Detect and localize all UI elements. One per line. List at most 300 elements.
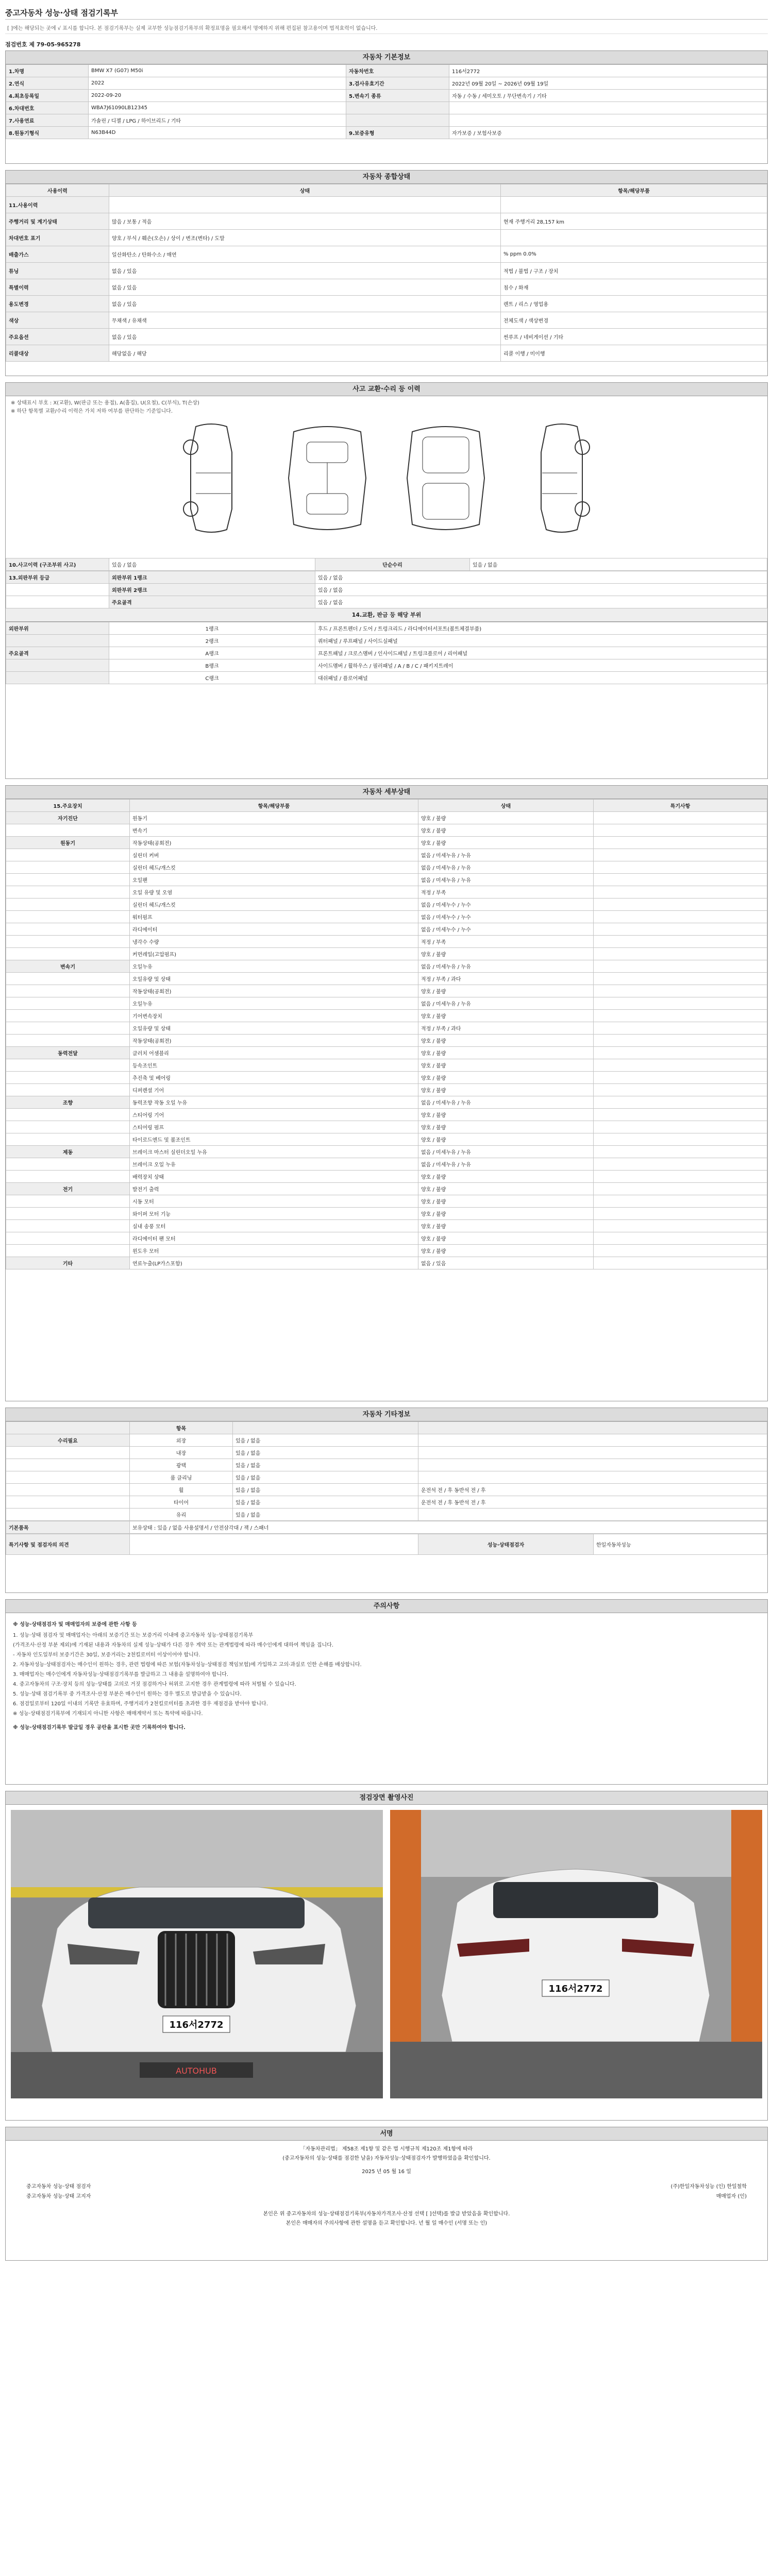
- detail-state: 양호 / 불량: [418, 837, 594, 849]
- overall-col-usage: 사용이력: [6, 184, 109, 197]
- detail-part: 원동기: [130, 812, 418, 824]
- part-group: 주요골격: [6, 647, 109, 659]
- detail-part: 오일누유: [130, 997, 418, 1010]
- detail-group: [6, 911, 130, 923]
- detail-state: 양호 / 불량: [418, 1171, 594, 1183]
- detail-note: [594, 948, 767, 960]
- car-left-side-diagram: [165, 421, 258, 535]
- detail-state: 양호 / 불량: [418, 985, 594, 997]
- inspector-sign-value: (주)한일자동차성능 (인) 한일철학: [670, 2184, 747, 2190]
- overall-part: [501, 230, 767, 246]
- basic-label: 4.최초등록일: [6, 90, 89, 102]
- basic-value-2: [449, 102, 767, 114]
- basic-label-2: 3.검사유효기간: [346, 77, 449, 90]
- caution-title: 주의사항: [6, 1600, 767, 1613]
- rear-plate-text: 116서2772: [548, 1984, 603, 1994]
- rank-label: 외판부위 2랭크: [109, 584, 315, 596]
- detail-state: 양호 / 불량: [418, 1109, 594, 1121]
- detail-state: 없음 / 미세누유 / 누유: [418, 1146, 594, 1158]
- detail-part: 배력장치 상태: [130, 1171, 418, 1183]
- detail-part: 기어변속장치: [130, 1010, 418, 1022]
- other-group: [6, 1459, 130, 1471]
- detail-part: 오일유량 및 상태: [130, 973, 418, 985]
- detail-part: 실린더 헤드/개스킷: [130, 899, 418, 911]
- other-state: 있음 / 없음: [233, 1509, 418, 1521]
- other-extra: [418, 1447, 767, 1459]
- part-list: 프론트패널 / 크로스멤버 / 인사이드패널 / 트렁크플로어 / 리어패널: [315, 647, 767, 659]
- detail-state: 양호 / 불량: [418, 1183, 594, 1195]
- detail-note: [594, 1010, 767, 1022]
- other-item: 룸 클리닝: [130, 1471, 233, 1484]
- overall-part: % ppm 0.0%: [501, 246, 767, 263]
- detail-group: [6, 899, 130, 911]
- detail-note: [594, 1084, 767, 1096]
- detail-group: [6, 948, 130, 960]
- basic-label: 7.사용연료: [6, 114, 89, 127]
- other-state: 있음 / 없음: [233, 1434, 418, 1447]
- overall-label: 튜닝: [6, 263, 109, 279]
- other-group: [6, 1496, 130, 1509]
- basic-label-2: [346, 114, 449, 127]
- overall-state: 없음 / 있음: [109, 296, 501, 312]
- part-rank: 2랭크: [109, 635, 315, 647]
- other-extra: [418, 1471, 767, 1484]
- signature-title: 서명: [6, 2127, 767, 2141]
- overall-label: 11.사용이력: [6, 197, 109, 213]
- detail-part: 라디에이터: [130, 923, 418, 936]
- detail-group: [6, 1084, 130, 1096]
- detail-part: 브레이크 마스터 실린더오일 누유: [130, 1146, 418, 1158]
- detail-part: 클러치 어셈블리: [130, 1047, 418, 1059]
- part-rank: B랭크: [109, 659, 315, 672]
- rank-value: 있음 / 없음: [315, 571, 767, 584]
- basic-value: N63B44D: [89, 127, 346, 139]
- basic-label-2: [346, 102, 449, 114]
- basic-label: 6.차대번호: [6, 102, 89, 114]
- basic-value: 2022-09-20: [89, 90, 346, 102]
- detail-state: 없음 / 있음: [418, 1257, 594, 1269]
- overall-label: 주요옵션: [6, 329, 109, 345]
- detail-col-state: 상태: [418, 800, 594, 812]
- damage-section: [5, 382, 768, 779]
- rear-photo: [390, 1810, 762, 2098]
- other-state: 있음 / 없음: [233, 1496, 418, 1509]
- rank-value: 있음 / 없음: [315, 584, 767, 596]
- detail-state: 없음 / 미세누유 / 누유: [418, 874, 594, 886]
- detail-note: [594, 874, 767, 886]
- document-number: 점검번호 제 79-05-965278: [5, 41, 81, 48]
- overall-part: 전체도색 / 색상변경: [501, 312, 767, 329]
- detail-state: 양호 / 불량: [418, 1195, 594, 1208]
- other-state: 있음 / 없음: [233, 1447, 418, 1459]
- detail-group: [6, 886, 130, 899]
- car-top-rear-diagram: [397, 421, 495, 535]
- overall-state: 양호 / 부식 / 훼손(오손) / 상이 / 변조(변타) / 도말: [109, 230, 501, 246]
- detail-state: 양호 / 불량: [418, 1208, 594, 1220]
- other-extra: 운전석 전 / 후 동반석 전 / 후: [418, 1484, 767, 1496]
- detail-part: 실린더 헤드/개스킷: [130, 861, 418, 874]
- detail-part: 변속기: [130, 824, 418, 837]
- other-item: 타이어: [130, 1496, 233, 1509]
- detail-group: [6, 936, 130, 948]
- detail-note: [594, 1208, 767, 1220]
- detail-state: 없음 / 미세누유 / 누유: [418, 1158, 594, 1171]
- detail-group: [6, 1010, 130, 1022]
- detail-part: 발전기 출력: [130, 1183, 418, 1195]
- other-group: 수리필요: [6, 1434, 130, 1447]
- caution-section: [5, 1599, 768, 1785]
- detail-part: 라디에이터 팬 모터: [130, 1232, 418, 1245]
- detail-state: 양호 / 불량: [418, 948, 594, 960]
- detail-note: [594, 812, 767, 824]
- detail-group: 자기진단: [6, 812, 130, 824]
- other-info-section: [5, 1408, 768, 1593]
- caution-line: 2. 자동차성능·상태점검자는 매수인이 원하는 경우, 관련 법령에 따른 보험(자동차성능·상태점검 책임보험)에 가입하고 고의·과실로 인한 손해를 배상합니다.: [13, 1662, 362, 1668]
- rank-empty: 13.외판부위 등급: [6, 571, 109, 584]
- photo-title: 점검장면 촬영사진: [6, 1791, 767, 1805]
- detail-note: [594, 1072, 767, 1084]
- overall-state: 많음 / 보통 / 적음: [109, 213, 501, 230]
- part-list: 대쉬패널 / 플로어패널: [315, 672, 767, 684]
- detail-group: [6, 1109, 130, 1121]
- detail-group: 제동: [6, 1146, 130, 1158]
- other-extra: [418, 1459, 767, 1471]
- detail-part: 연료누출(LP가스포함): [130, 1257, 418, 1269]
- overall-state: 무채색 / 유채색: [109, 312, 501, 329]
- part-rank: A랭크: [109, 647, 315, 659]
- detail-part: 오일누유: [130, 960, 418, 973]
- overall-state: 일산화탄소 / 탄화수소 / 매연: [109, 246, 501, 263]
- other-extra: [418, 1509, 767, 1521]
- other-group: [6, 1471, 130, 1484]
- detail-state: 양호 / 불량: [418, 1035, 594, 1047]
- detail-col-note: 특기사항: [594, 800, 767, 812]
- overall-label: 용도변경: [6, 296, 109, 312]
- front-photo: [11, 1810, 383, 2098]
- detail-state: 적정 / 부족 / 과다: [418, 1022, 594, 1035]
- overall-label: 차대번호 표기: [6, 230, 109, 246]
- detail-note: [594, 1257, 767, 1269]
- part-list: 쿼터패널 / 루프패널 / 사이드실패널: [315, 635, 767, 647]
- other-extra: [418, 1434, 767, 1447]
- detail-part: 커먼레일(고압펌프): [130, 948, 418, 960]
- overall-col-parts: 항목/해당부품: [501, 184, 767, 197]
- overall-part: 썬루프 / 네비게이션 / 기타: [501, 329, 767, 345]
- parts-title: 14.교환, 판금 등 해당 부위: [6, 608, 767, 622]
- car-diagram: [6, 419, 767, 537]
- detail-note: [594, 911, 767, 923]
- detail-state: 양호 / 불량: [418, 812, 594, 824]
- detail-state: 양호 / 불량: [418, 1232, 594, 1245]
- detail-group: 조향: [6, 1096, 130, 1109]
- part-list: 사이드멤버 / 휠하우스 / 필러패널 / A / B / C / 패키지트레이: [315, 659, 767, 672]
- simple-repair-value: 있음 / 없음: [470, 558, 767, 571]
- basic-value-2: [449, 114, 767, 127]
- detail-state: 양호 / 불량: [418, 1121, 594, 1133]
- detail-group: [6, 923, 130, 936]
- detail-part: 스티어링 기어: [130, 1109, 418, 1121]
- detail-title: 자동차 세부상태: [6, 786, 767, 799]
- detail-state: 적정 / 부족: [418, 936, 594, 948]
- rank-label: 외판부위 1랭크: [109, 571, 315, 584]
- other-item: 유리: [130, 1509, 233, 1521]
- detail-part: 오일유량 및 상태: [130, 1022, 418, 1035]
- front-brand-text: AUTOHUB: [176, 2066, 217, 2076]
- caution-line: 6. 점검일로부터 120일 이내의 기록만 유효하며, 주행거리가 2천킬로미터를 초과한 경우 재점검을 받아야 합니다.: [13, 1701, 268, 1707]
- overall-part: 렌트 / 리스 / 영업용: [501, 296, 767, 312]
- detail-note: [594, 1146, 767, 1158]
- overall-state: 없음 / 있음: [109, 279, 501, 296]
- car-right-side-diagram: [515, 421, 608, 535]
- detail-state: 적정 / 부족 / 과다: [418, 973, 594, 985]
- part-group: [6, 659, 109, 672]
- overall-col-state: 상태: [109, 184, 501, 197]
- detail-note: [594, 1232, 767, 1245]
- overall-state-title: 자동차 종합상태: [6, 171, 767, 184]
- detail-part: 작동상태(공회전): [130, 837, 418, 849]
- inspector-label: 성능·상태점검자: [418, 1534, 594, 1555]
- detail-note: [594, 1022, 767, 1035]
- part-rank: 1랭크: [109, 622, 315, 635]
- detail-group: [6, 1022, 130, 1035]
- detail-part: 타이로드엔드 및 볼조인트: [130, 1133, 418, 1146]
- detail-note: [594, 1171, 767, 1183]
- signature-line-1: 「자동차관리법」 제58조 제1항 및 같은 법 시행규칙 제120조 제1항에 따라: [300, 2146, 473, 2152]
- part-group: 외판부위: [6, 622, 109, 635]
- basic-label: 8.원동기형식: [6, 127, 89, 139]
- other-group: [6, 1509, 130, 1521]
- detail-section: [5, 785, 768, 1401]
- basic-label-2: 5.변속기 종류: [346, 90, 449, 102]
- detail-state: 없음 / 미세누유 / 누유: [418, 997, 594, 1010]
- other-col-extra: [418, 1422, 767, 1434]
- detail-group: [6, 1220, 130, 1232]
- photo-section: [5, 1791, 768, 2121]
- detail-group: [6, 997, 130, 1010]
- notice-text: [ ]에는 해당되는 곳에 √ 표시를 합니다. 본 점검기록부는 실제 교부한 성능점검기록부의 확정표명을 필요해서 명예하지 위해 편집된 참고용이며 법적효력이 없습니다.: [5, 22, 768, 34]
- front-plate-text: 116서2772: [169, 2020, 224, 2030]
- caution-line: 3. 매매업자는 매수인에게 자동차성능·상태점검기록부를 발급하고 그 내용을 설명하여야 합니다.: [13, 1672, 229, 1677]
- overall-state: 없음 / 있음: [109, 263, 501, 279]
- inspector-sign-label: 중고자동차 성능·상태 점검자: [26, 2184, 91, 2190]
- detail-group: [6, 1059, 130, 1072]
- detail-group: [6, 1121, 130, 1133]
- detail-note: [594, 960, 767, 973]
- detail-group: 기타: [6, 1257, 130, 1269]
- part-list: 후드 / 프론트펜더 / 도어 / 트렁크리드 / 라디에이터서포트(볼트체결부품): [315, 622, 767, 635]
- detail-part: 작동상태(공회전): [130, 985, 418, 997]
- detail-part: 냉각수 수량: [130, 936, 418, 948]
- detail-part: 추진축 및 베어링: [130, 1072, 418, 1084]
- detail-part: 윈도우 모터: [130, 1245, 418, 1257]
- other-group: [6, 1484, 130, 1496]
- detail-group: [6, 1072, 130, 1084]
- overall-state-section: [5, 170, 768, 376]
- detail-note: [594, 899, 767, 911]
- simple-repair-label: 단순수리: [315, 558, 470, 571]
- detail-state: 양호 / 불량: [418, 1010, 594, 1022]
- other-item: 휠: [130, 1484, 233, 1496]
- basic-info-title: 자동차 기본정보: [6, 51, 767, 64]
- detail-group: 원동기: [6, 837, 130, 849]
- caution-line: 4. 중고자동차의 구조·장치 등의 성능·상태를 고의로 거짓 점검하거나 허위로 고지한 경우 관계법령에 따라 처벌될 수 있습니다.: [13, 1682, 296, 1687]
- detail-group: [6, 985, 130, 997]
- detail-col-device: 15.주요장치: [6, 800, 130, 812]
- overall-label: 배출가스: [6, 246, 109, 263]
- basic-value: WBA7J61090LB12345: [89, 102, 346, 114]
- detail-part: 스티어링 펌프: [130, 1121, 418, 1133]
- detail-note: [594, 1195, 767, 1208]
- detail-state: 적정 / 부족: [418, 886, 594, 899]
- detail-group: [6, 849, 130, 861]
- detail-state: 없음 / 미세누유 / 누유: [418, 861, 594, 874]
- detail-group: 전기: [6, 1183, 130, 1195]
- detail-group: 동력전달: [6, 1047, 130, 1059]
- rank-label: 주요골격: [109, 596, 315, 608]
- overall-state: 해당없음 / 해당: [109, 345, 501, 362]
- signature-date: 2025 년 05 월 16 일: [362, 2169, 411, 2175]
- detail-note: [594, 1158, 767, 1171]
- overall-label: 색상: [6, 312, 109, 329]
- car-top-front-diagram: [278, 421, 376, 535]
- detail-state: 없음 / 미세누수 / 누수: [418, 899, 594, 911]
- detail-state: 없음 / 미세누유 / 누유: [418, 1096, 594, 1109]
- overall-state: 없음 / 있음: [109, 329, 501, 345]
- detail-note: [594, 824, 767, 837]
- other-group: [6, 1447, 130, 1459]
- basic-value-2: 자동 / 수동 / 세미오토 / 무단변속기 / 기타: [449, 90, 767, 102]
- overall-part: 적법 / 불법 / 구조 / 장치: [501, 263, 767, 279]
- overall-part: 현재 주행거리 28,157 km: [501, 213, 767, 230]
- part-rank: C랭크: [109, 672, 315, 684]
- basic-label: 1.차명: [6, 65, 89, 77]
- detail-part: 등속조인트: [130, 1059, 418, 1072]
- other-col-state: [233, 1422, 418, 1434]
- detail-note: [594, 997, 767, 1010]
- caution-subtitle: ※ 성능·상태점검자 및 매매업자의 보증에 관한 사항 등: [13, 1622, 137, 1628]
- detail-note: [594, 1035, 767, 1047]
- detail-note: [594, 1245, 767, 1257]
- detail-state: 양호 / 불량: [418, 1133, 594, 1146]
- other-state: 있음 / 없음: [233, 1471, 418, 1484]
- detail-state: 없음 / 미세누수 / 누수: [418, 911, 594, 923]
- overall-label: 특별이력: [6, 279, 109, 296]
- rank-empty: [6, 596, 109, 608]
- basic-value-2: 2022년 09월 20일 ~ 2026년 09월 19일: [449, 77, 767, 90]
- detail-note: [594, 936, 767, 948]
- detail-state: 양호 / 불량: [418, 1220, 594, 1232]
- detail-part: 와이퍼 모터 기능: [130, 1208, 418, 1220]
- document-title: 중고자동차 성능·상태 점검기록부: [5, 4, 768, 20]
- detail-col-part: 항목/해당부품: [130, 800, 418, 812]
- detail-group: [6, 861, 130, 874]
- detail-note: [594, 837, 767, 849]
- accident-history-value: 있음 / 없음: [109, 558, 315, 571]
- accident-history-label: 10.사고이력 (구조부위 사고): [6, 558, 109, 571]
- detail-state: 양호 / 불량: [418, 1245, 594, 1257]
- basic-value-2: 자가보증 / 보험사보증: [449, 127, 767, 139]
- caution-line: 1. 성능·상태 점검자 및 매매업자는 아래의 보증기간 또는 보증거리 이내에 중고자동차 성능·상태점검기록부: [13, 1633, 254, 1638]
- detail-part: 실린더 커버: [130, 849, 418, 861]
- detail-state: 없음 / 미세누유 / 누유: [418, 849, 594, 861]
- detail-state: 양호 / 불량: [418, 1047, 594, 1059]
- basic-label-2: 자동차번호: [346, 65, 449, 77]
- detail-note: [594, 1096, 767, 1109]
- detail-note: [594, 985, 767, 997]
- basic-label-2: 9.보증유형: [346, 127, 449, 139]
- overall-part: [501, 197, 767, 213]
- special-notes-value: [130, 1534, 418, 1555]
- detail-note: [594, 861, 767, 874]
- detail-group: [6, 1208, 130, 1220]
- detail-group: [6, 1035, 130, 1047]
- detail-note: [594, 886, 767, 899]
- other-item: 광택: [130, 1459, 233, 1471]
- detail-part: 오일 유량 및 오염: [130, 886, 418, 899]
- detail-state: 양호 / 불량: [418, 1059, 594, 1072]
- detail-part: 작동상태(공회전): [130, 1035, 418, 1047]
- rank-value: 있음 / 없음: [315, 596, 767, 608]
- damage-title: 사고 교환·수리 등 이력: [6, 383, 767, 396]
- legend-line-2: ※ 하단 항목별 교환/수리 이력은 가치 저하 여부를 판단하는 기준입니다.: [11, 409, 173, 414]
- other-extra: 운전석 전 / 후 동반석 전 / 후: [418, 1496, 767, 1509]
- buyer-text: 본인은 매매자의 주의사항에 관한 설명을 듣고 확인합니다. 년 월 일 매수인 (서명 또는 인): [285, 2221, 488, 2226]
- confirm-text: 본인은 위 중고자동차의 성능·상태점검기록부(자동차가격조사·산정 선택 [ ]선택)를 발급 받았음을 확인합니다.: [263, 2211, 510, 2217]
- basic-items-value: 보유상태 : 있음 / 없음 사용설명서 / 안전삼각대 / 잭 / 스패너: [130, 1521, 767, 1534]
- caution-line: ※ 성능·상태점검기록부에 기재되지 아니한 사항은 매매계약서 또는 특약에 따릅니다.: [13, 1711, 203, 1717]
- basic-value: BMW X7 (G07) M50i: [89, 65, 346, 77]
- detail-part: 워터펌프: [130, 911, 418, 923]
- detail-part: 실내 송풍 모터: [130, 1220, 418, 1232]
- detail-group: [6, 1245, 130, 1257]
- detail-state: 양호 / 불량: [418, 1084, 594, 1096]
- detail-group: [6, 824, 130, 837]
- signature-section: [5, 2127, 768, 2261]
- detail-group: [6, 1195, 130, 1208]
- detail-part: 시동 모터: [130, 1195, 418, 1208]
- detail-part: 동력조향 작동 오일 누유: [130, 1096, 418, 1109]
- detail-note: [594, 1047, 767, 1059]
- basic-value: 가솔린 / 디젤 / LPG / 하이브리드 / 기타: [89, 114, 346, 127]
- detail-note: [594, 1183, 767, 1195]
- detail-state: 없음 / 미세누유 / 누유: [418, 960, 594, 973]
- legend-line-1: ※ 상태표시 부호 : X(교환), W(판금 또는 용접), A(흠집), U(요철), C(부식), T(손상): [11, 400, 199, 406]
- basic-items-label: 기본품목: [6, 1521, 130, 1534]
- detail-state: 양호 / 불량: [418, 824, 594, 837]
- detail-note: [594, 1121, 767, 1133]
- rank-empty: [6, 584, 109, 596]
- detail-note: [594, 849, 767, 861]
- detail-group: [6, 1171, 130, 1183]
- basic-info-section: [5, 50, 768, 164]
- detail-note: [594, 1109, 767, 1121]
- detail-note: [594, 1220, 767, 1232]
- detail-group: [6, 874, 130, 886]
- caution-bottom: ※ 성능·상태점검기록부 발급일 경우 공란을 표시한 곳만 기록하여야 합니다.: [13, 1725, 186, 1731]
- detail-group: [6, 1158, 130, 1171]
- detail-group: [6, 1133, 130, 1146]
- special-notes-label: 특기사항 및 점검자의 의견: [6, 1534, 130, 1555]
- other-state: 있음 / 없음: [233, 1484, 418, 1496]
- detail-part: 디퍼렌셜 기어: [130, 1084, 418, 1096]
- overall-part: 리콜 이행 / 미이행: [501, 345, 767, 362]
- seller-sign-value: 매매업자 (인): [716, 2194, 747, 2199]
- other-col-item: 항목: [130, 1422, 233, 1434]
- detail-note: [594, 973, 767, 985]
- other-state: 있음 / 없음: [233, 1459, 418, 1471]
- other-col-group: [6, 1422, 130, 1434]
- detail-group: [6, 973, 130, 985]
